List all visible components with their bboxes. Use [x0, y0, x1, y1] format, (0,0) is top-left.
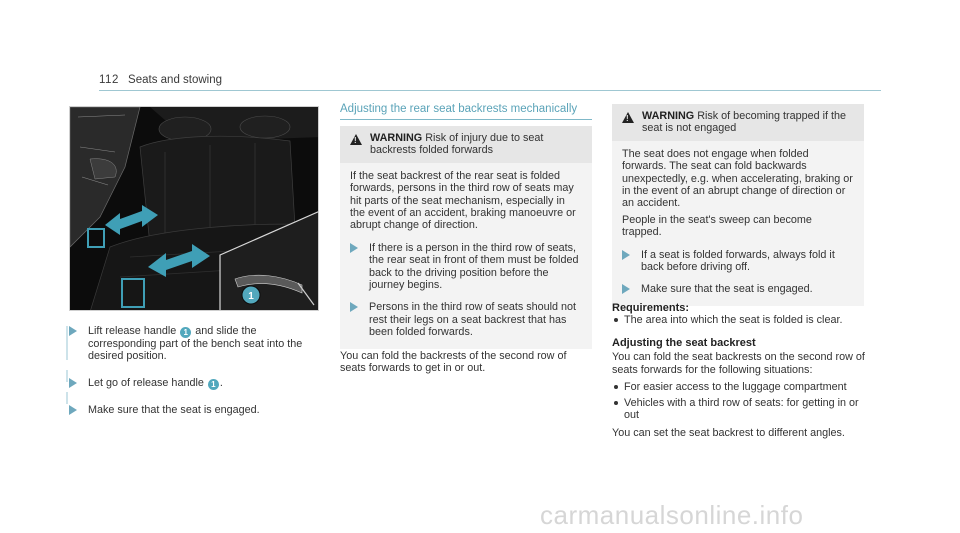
arrow-icon [350, 243, 358, 253]
warning-text: If the seat backrest of the rear seat is folded forwards, persons in the third row of seats may hit parts of the seat mechanism, especially in the event of an accident, braking manoeuvre or abrupt change of direction. [350, 169, 576, 232]
step-1: Lift release handle 1 and slide the corresponding part of the bench seat into the desired position. [69, 325, 324, 363]
warning-step: Make sure that the seat is engaged. [622, 283, 854, 295]
arrow-icon [69, 378, 77, 388]
section-title: Seats and stowing [128, 74, 223, 86]
adjust-backrest-block [612, 337, 874, 440]
subheading: Adjusting the seat backrest [612, 337, 756, 349]
warning-heading: Risk of injury due to seat backrests folded forwards [370, 132, 544, 157]
section-heading: Adjusting the rear seat backrests mechanically [340, 103, 578, 115]
arrow-icon [622, 284, 630, 294]
page-header [99, 74, 222, 86]
warning-text: People in the seat's sweep can become trapped. [622, 213, 812, 239]
warning-step: If a seat is folded forwards, always fold it back before driving off. [622, 249, 854, 274]
warning-text: The seat does not engage when folded forwards. The seat can fold backwards unexpectedly, e.g. when accelerating, braking or in the event of an abrupt change of direction or an accident. [622, 147, 853, 210]
warning-step: Persons in the third row of seats should not rest their legs on a seat backrest that has been folded forwards. [350, 301, 582, 338]
step-bar [66, 326, 68, 360]
seat-photo [69, 106, 319, 311]
fold-backrest-paragraph: You can fold the backrests of the second row of seats forwards to get in or out. [340, 350, 567, 375]
arrow-icon [69, 326, 77, 336]
warning-step: If there is a person in the third row of seats, the rear seat in front of them must be folded back to the driving position before the journey begins. [350, 242, 582, 292]
situation-item: Vehicles with a third row of seats: for getting in or out [612, 397, 874, 422]
warning-box-trapped [612, 104, 864, 306]
warning-heading: Risk of becoming trapped if the seat is not engaged [642, 110, 847, 135]
warning-triangle-icon [622, 112, 634, 123]
callout-badge: 1 [180, 327, 191, 338]
arrow-icon [69, 405, 77, 415]
header-rule [99, 90, 881, 91]
warning-body [340, 163, 592, 349]
requirements-block [612, 302, 872, 327]
warning-body [612, 141, 864, 306]
step-bar [66, 392, 68, 404]
warning-label: WARNING [642, 110, 695, 122]
step-3: Make sure that the seat is engaged. [69, 404, 324, 416]
page-number: 112 [99, 74, 119, 86]
situation-item: For easier access to the luggage compartment [612, 381, 874, 393]
warning-header [340, 126, 592, 163]
arrow-icon [622, 250, 630, 260]
left-instructions [69, 325, 324, 430]
intro-text: You can fold the seat backrests on the second row of seats forwards for the following situations: [612, 351, 865, 376]
watermark: carmanualsonline.info [540, 500, 804, 530]
section-heading-rule [340, 119, 592, 120]
step-2: Let go of release handle 1 . [69, 377, 324, 390]
warning-header [612, 104, 864, 141]
arrow-icon [350, 302, 358, 312]
warning-box-injury [340, 126, 592, 349]
closing-text: You can set the seat backrest to different angles. [612, 427, 845, 440]
requirements-label: Requirements: [612, 302, 690, 314]
step-bar [66, 370, 68, 382]
warning-label: WARNING [370, 132, 423, 144]
photo-callout-1: 1 [248, 291, 254, 302]
requirement-item: The area into which the seat is folded is clear. [612, 314, 872, 326]
callout-badge: 1 [208, 379, 219, 390]
warning-triangle-icon [350, 134, 362, 145]
